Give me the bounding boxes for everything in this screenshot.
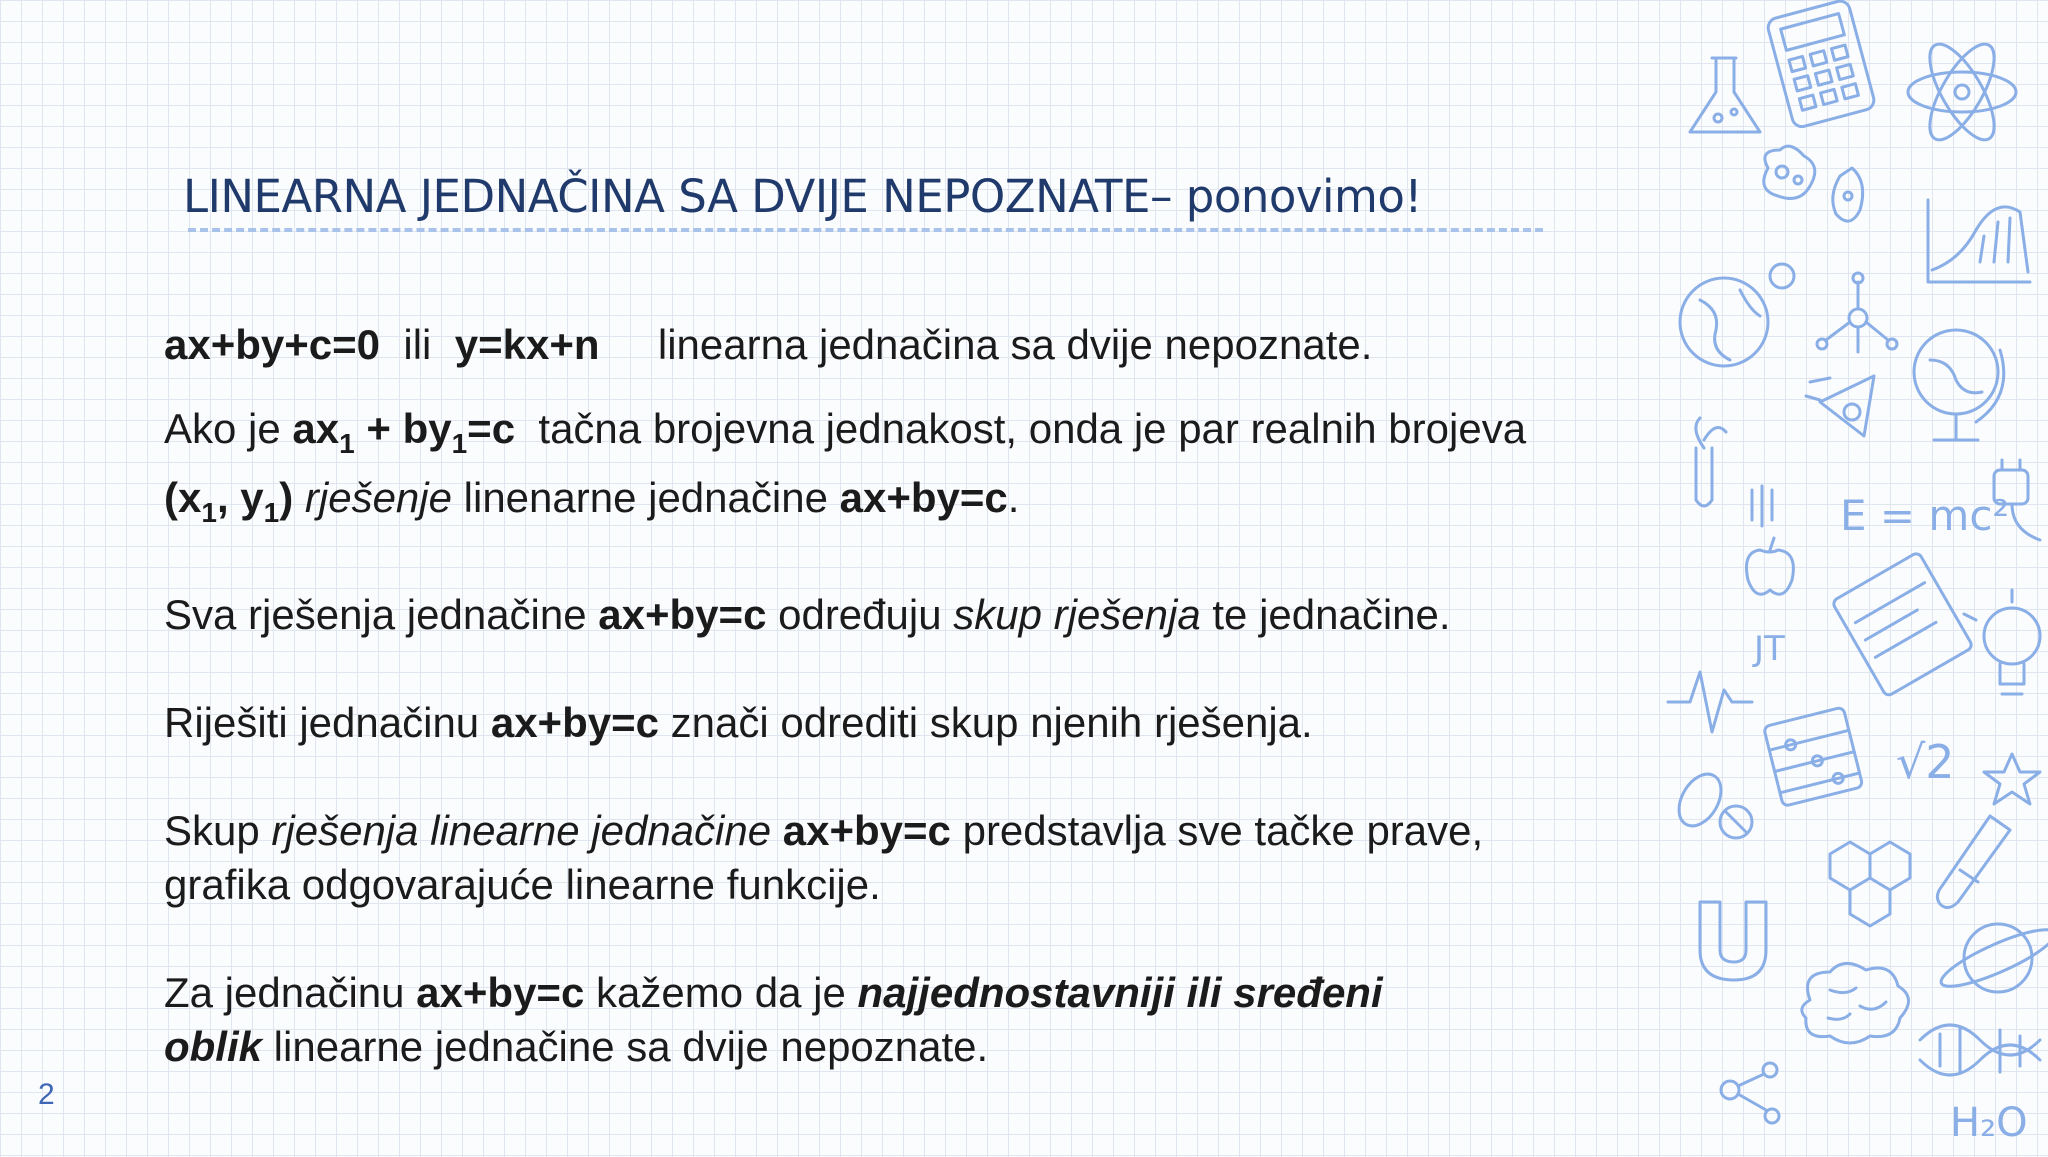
bold-span: ax+by=c	[490, 699, 659, 746]
small-molecule-icon	[1721, 1063, 1779, 1123]
paragraph-solution	[164, 402, 1674, 540]
rain-lines	[1752, 486, 1772, 526]
bold-span: =c	[467, 405, 516, 452]
bold-span: ax	[292, 405, 340, 452]
paragraph-graph	[164, 804, 1674, 912]
slide-title: LINEARNA JEDNAČINA SA DVIJE NEPOZNATE– ponovimo!	[183, 170, 1422, 223]
text-span: Za jednačinu	[164, 969, 417, 1016]
paragraph-definition	[164, 318, 1674, 372]
text-span: .	[1007, 474, 1020, 521]
text-span: grafika odgovarajuće linearne funkcije.	[164, 861, 881, 908]
paragraph-simplest-form	[164, 966, 1674, 1074]
bold-span: ax+by=c	[839, 474, 1008, 521]
equation-explicit: y=kx+n	[454, 321, 600, 368]
planet-icon	[1936, 920, 2048, 996]
text-span: kažemo da je	[584, 969, 858, 1016]
subscript: 1	[339, 428, 355, 459]
doodle-canvas	[1660, 0, 2048, 1152]
science-doodles	[1660, 0, 2048, 1152]
bold-italic-span: oblik	[164, 1023, 263, 1070]
text-span: predstavlja sve tačke prave,	[950, 807, 1484, 854]
text-span: određuju	[766, 591, 954, 638]
paragraph-solution-set	[164, 588, 1674, 642]
title-underline	[188, 228, 1543, 232]
brain-icon	[1802, 963, 1909, 1043]
definition-text: linearna jednačina sa dvije nepoznate.	[657, 321, 1373, 368]
equation-general: ax+by+c=0	[164, 321, 381, 368]
bold-span: )	[279, 474, 294, 521]
or-word: ili	[403, 321, 432, 368]
italic-span: rješenja linearne jednačine	[271, 807, 772, 854]
globe-icon	[1680, 264, 1794, 366]
star-icon	[1984, 754, 2040, 804]
flask-icon	[1690, 58, 1760, 132]
formula-sqrt2: √2	[1896, 735, 1955, 789]
text-span: Ako je	[164, 405, 293, 452]
text-span: znači odrediti skup njenih rješenja.	[659, 699, 1313, 746]
italic-span: rješenje	[304, 474, 452, 521]
slide-content	[164, 318, 1674, 1074]
book-icon	[1832, 552, 1974, 697]
dna-icon	[1920, 1025, 2040, 1075]
pills-icon	[1670, 767, 1752, 838]
pulse-icon	[1668, 672, 1752, 732]
magnet-icon	[1700, 902, 1766, 980]
graph-icon	[1928, 200, 2030, 282]
formula-emc2: E = mc²	[1840, 491, 2010, 540]
calculator-icon	[1766, 0, 1876, 129]
bold-italic-span: najjednostavniji ili sređeni	[857, 969, 1383, 1016]
abacus-icon	[1764, 707, 1863, 806]
bold-span: , y	[216, 474, 264, 521]
atom-icon	[1908, 35, 2016, 149]
microbe-icon	[1764, 146, 1863, 221]
text-span: linearne jednačine sa dvije nepoznate.	[262, 1023, 989, 1070]
subscript: 1	[201, 497, 217, 528]
bold-span: ax+by=c	[598, 591, 767, 638]
italic-span: skup rješenja	[953, 591, 1201, 638]
globe-stand-icon	[1914, 330, 2004, 440]
hexagon-icon	[1830, 842, 1910, 926]
molecule-icon	[1817, 273, 1897, 352]
formula-h2o: H₂O	[1950, 1100, 2028, 1146]
plant-icon	[1696, 418, 1726, 506]
text-span: te jednačine.	[1200, 591, 1451, 638]
bold-span: ax+by=c	[416, 969, 585, 1016]
subscript: 1	[451, 428, 468, 459]
subscript: 1	[263, 497, 280, 528]
text-span: tačna brojevna jednakost, onda je par realnih brojeva	[538, 405, 1527, 452]
page-number: 2	[38, 1078, 55, 1111]
text-span: Skup	[164, 807, 272, 854]
text-span: Riješiti jednačinu	[164, 699, 491, 746]
bulb-icon	[1964, 590, 2040, 694]
paragraph-solve	[164, 696, 1674, 750]
apple-icon	[1747, 538, 1794, 594]
text-span: linenarne jednačine	[451, 474, 840, 521]
formula-jt: JT	[1754, 629, 1785, 669]
bold-span: (x	[164, 474, 202, 521]
test-tube-icon	[1937, 816, 2010, 908]
bold-span: ax+by=c	[782, 807, 951, 854]
rocket-icon	[1806, 376, 1874, 436]
bold-span: + by	[354, 405, 452, 452]
text-span: Sva rješenja jednačine	[164, 591, 599, 638]
